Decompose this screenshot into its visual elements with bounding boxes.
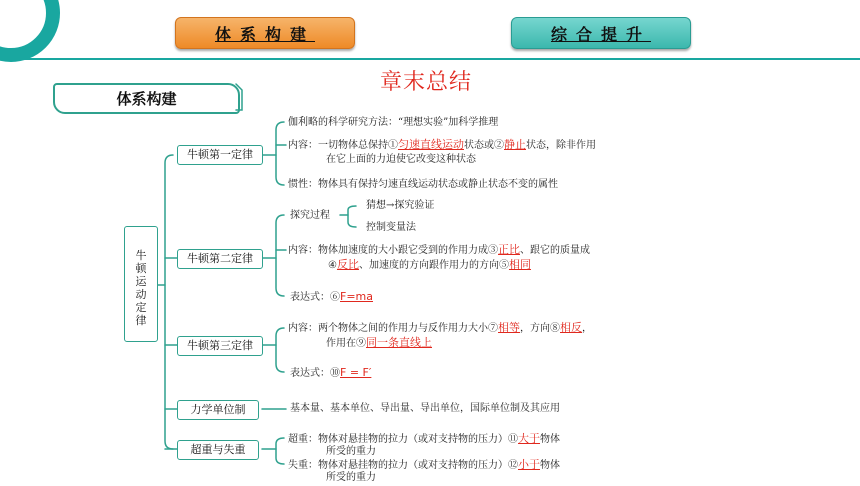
node-overweight-weightlessness: 超重与失重 (177, 440, 259, 460)
law3-content-c: ， (582, 323, 592, 334)
underweight-b: 物体 (540, 460, 560, 471)
law1-method-text: 伽利略的科学研究方法：“理想实验”加科学推理 (288, 117, 499, 128)
law2-content-a: 内容：物体加速度的大小跟它受到的作用力成③ (288, 245, 498, 256)
law3-expression (290, 366, 371, 380)
units-text: 基本量、基本单位、导出量、导出单位，国际单位制及其应用 (290, 403, 560, 414)
law3-content-b: ，方向⑧ (520, 323, 560, 334)
overweight-line2: 所受的重力 (326, 446, 376, 457)
law3-content-a: 内容：两个物体之间的作用力与反作用力大小⑦ (288, 323, 498, 334)
law2-explore-item-2: 控制变量法 (366, 222, 416, 233)
answer-2: 静止 (504, 138, 526, 151)
answer-8: 相反 (560, 321, 582, 334)
law2-ans4-prefix: ④ (328, 260, 337, 271)
overweight-a: 超重：物体对悬挂物的拉力（或对支持物的压力）⑪ (288, 434, 518, 445)
tab-system-build[interactable]: 体系构建 (175, 17, 355, 49)
answer-10: F = F′ (340, 366, 372, 379)
tab-comprehensive[interactable]: 综合提升 (511, 17, 691, 49)
answer-1: 匀速直线运动 (398, 138, 464, 151)
node-newton-third-law: 牛顿第三定律 (177, 336, 263, 356)
section-label: 体系构建 (53, 83, 240, 114)
overweight-b: 物体 (540, 434, 560, 445)
law2-expr-label: 表达式：⑥ (290, 292, 340, 303)
law3-content-line1 (288, 321, 592, 335)
law1-content-c: 状态，除非作用 (526, 140, 596, 151)
law1-inertia-text: 惯性：物体具有保持匀速直线运动状态或静止状态不变的属性 (288, 179, 558, 190)
underweight-a: 失重：物体对悬挂物的拉力（或对支持物的压力）⑫ (288, 460, 518, 471)
underweight-line2: 所受的重力 (326, 472, 376, 483)
answer-3: 正比 (498, 243, 520, 256)
node-newton-second-law: 牛顿第二定律 (177, 249, 263, 269)
node-unit-system: 力学单位制 (177, 400, 259, 420)
law1-content-line2: 在它上面的力迫使它改变这种状态 (326, 154, 476, 165)
law3-expr-label: 表达式：⑩ (290, 368, 340, 379)
root-node-label: 牛顿运动定律 (135, 249, 147, 327)
law1-content-a: 内容：一切物体总保持① (288, 140, 398, 151)
law1-content-b: 状态或② (464, 140, 504, 151)
law2-content-line2 (328, 258, 531, 272)
answer-9: 同一条直线上 (366, 336, 432, 349)
page-title: 章末总结 (380, 70, 473, 95)
answer-4: 反比 (336, 258, 359, 271)
law2-content-line1 (288, 243, 590, 257)
answer-11: 大于 (518, 432, 540, 445)
law1-content-line1 (288, 138, 596, 152)
overweight-line1 (288, 432, 560, 446)
law2-content-b: 、跟它的质量成 (520, 245, 590, 256)
law3-content-line2 (326, 336, 432, 350)
law2-explore-label: 探究过程 (290, 210, 330, 221)
law2-content-c: 、加速度的方向跟作用力的方向⑤ (358, 260, 509, 271)
underweight-line1 (288, 458, 560, 472)
law3-content-d: 作用在⑨ (326, 338, 366, 349)
law2-explore-item-1: 猜想→探究验证 (366, 200, 435, 211)
answer-5: 相同 (508, 258, 531, 271)
law2-expression (290, 290, 373, 304)
answer-12: 小于 (518, 458, 540, 471)
root-node (124, 226, 158, 342)
answer-6: F=ma (340, 290, 373, 303)
answer-7: 相等 (498, 321, 520, 334)
node-newton-first-law: 牛顿第一定律 (177, 145, 263, 165)
